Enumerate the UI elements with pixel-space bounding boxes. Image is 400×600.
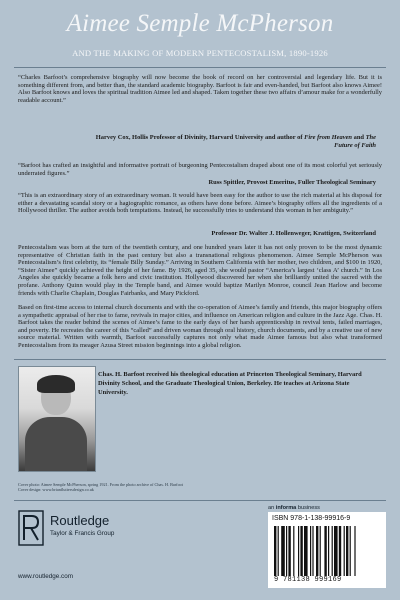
informa-suffix: business — [296, 505, 320, 511]
barcode-icon — [274, 526, 382, 576]
routledge-logo-icon — [18, 510, 44, 546]
description-paragraph-1: Pentecostalism was born at the turn of the twentieth century, and one hundred years later it has not only proven to be the most dynamic representative of Christian faith in the past century but also a transnational religious phenomenon. Aimee Semple McPherson was Pentecostalism’s first celebrity, its “female Billy Sunday.” Arriving in Southern California with her mother, two children, and $100 in 1920, “Sister Aimee” quickly achieved the height of her fame. By 1926, aged 35, she would pastor “America’s largest ‘class A’ church.” In Los Angeles she quickly became a folk hero and civic institution. Hollywood discovered her when she brilliantly united the sacred with the profane. Anthony Quinn would play in the Temple band, and Aimee would baptize Marilyn Monroe, council Jean Harlow and become friends with Charlie Chaplain, Douglas Fairbanks, and Mary Pickford. — [18, 244, 382, 297]
book-title: Aimee Semple McPherson — [66, 10, 334, 37]
cover-design-credit: Cover design: www.brianfluttersdesign.co.uk — [18, 487, 94, 493]
review-quote-1: “Charles Barfoot’s comprehensive biography will now become the book of record on her controversial and legendary life. But it is something different from, and better than, the standard academic biography. Barfoot is fair and even-handed, but Barfoot also knows Aimee! Also Barfoot knows and loves the spiritual tradition Aimee led and shaped. Taken together these two affairs d’amour make for a wonderfully readable account.” — [18, 74, 382, 104]
informa-prefix: an — [268, 505, 276, 511]
top-divider — [14, 67, 386, 68]
attribution-and: and — [352, 134, 366, 141]
informa-business-tag — [268, 505, 320, 511]
review-attribution-1 — [76, 134, 376, 149]
isbn-text: ISBN 978-1-138-99916-9 — [272, 515, 351, 522]
publisher-logo — [18, 510, 148, 550]
publisher-group: Taylor & Francis Group — [50, 530, 115, 537]
cover-credits — [18, 482, 278, 493]
bio-divider — [14, 359, 386, 360]
publisher-website: www.routledge.com — [18, 573, 73, 580]
author-bio: Chas. H. Barfoot received his theological education at Princeton Theological Seminary, Harvard Divinity School, and the Graduate Theological Union, Berkeley. He teaches at Arizona State University. — [98, 371, 362, 396]
informa-word: informa — [275, 505, 297, 511]
attribution-work-1: Fire from Heaven — [304, 134, 353, 141]
review-quote-3: “This is an extraordinary story of an extraordinary woman. It would have been easy for the author to use the rich material at his disposal for either a devastating scandal story or a hagiographic romance, as others have done before. Aimee’s biography offers all the ingredients of a Hollywood thriller. The author avoids both temptations. Instead, he successfully tries to understand this woman in her ambiguity.” — [18, 192, 382, 215]
cover-photo-credit: Cover photo: Aimee Semple McPherson, spring 1921. From the photo archive of Chas. H. Barfoot — [18, 482, 183, 487]
barcode-panel — [268, 512, 386, 588]
attribution-work-2: The Future of Faith — [334, 134, 376, 149]
bottom-divider — [14, 500, 386, 501]
review-attribution-2: Russ Spittler, Provost Emeritus, Fuller Theological Seminary — [208, 179, 376, 186]
barcode-number: 9 781138 999169 — [274, 576, 342, 584]
attribution-prefix: Harvey Cox, Hollis Professor of Divinity, Harvard University and author of — [95, 134, 305, 141]
description-paragraph-2: Based on first-time access to internal church documents and with the co-operation of Aimee’s family and friends, this major biography offers a sympathetic appraisal of her rise to fame, revivals in major cities, and influence on American religion and culture in the Jazz Age. Chas. H. Barfoot takes the reader behind the scenes of Aimee’s fame to the early days of her harsh apprenticeship in revival tents, failed marriages, and poverty. He recreates the career of this “called” and driven woman through oral history, church documents, and by a creative use of new source material. Written with warmth, Barfoot successfully captures not only what made Aimee famous but also what transformed Pentecostalism from its meager Azusa Street mission beginnings into a global religion. — [18, 304, 382, 349]
publisher-name: Routledge — [50, 513, 110, 528]
book-subtitle: AND THE MAKING OF MODERN PENTECOSTALISM, 1890-1926 — [72, 48, 328, 58]
author-photo — [18, 366, 96, 472]
review-attribution-3: Professor Dr. Walter J. Hollenweger, Krattigen, Switzerland — [211, 230, 376, 237]
review-quote-2: “Barfoot has crafted an insightful and informative portrait of burgeoning Pentecostalism draped about one of its most colorful yet seriously underrated figures.” — [18, 162, 382, 177]
